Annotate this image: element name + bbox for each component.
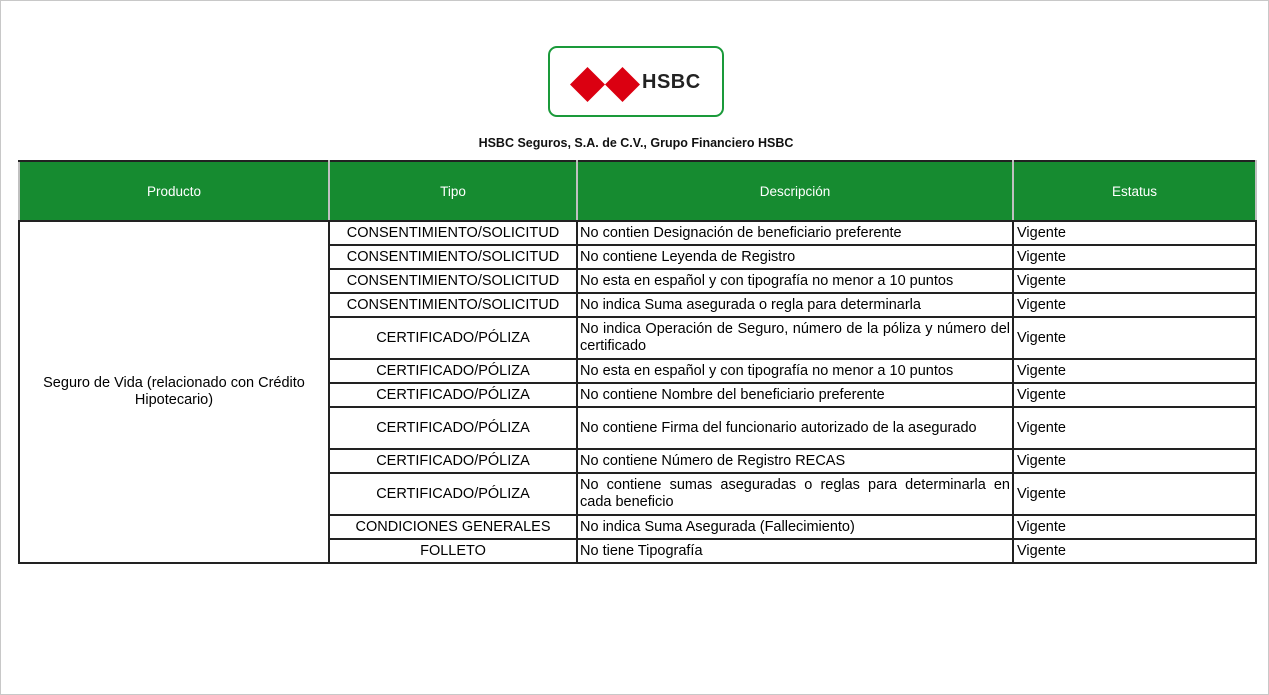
estatus-cell: Vigente — [1013, 245, 1256, 269]
estatus-cell: Vigente — [1013, 515, 1256, 539]
descripcion-cell: No contiene Leyenda de Registro — [577, 245, 1013, 269]
estatus-cell: Vigente — [1013, 473, 1256, 515]
estatus-cell: Vigente — [1013, 449, 1256, 473]
table-header-row — [19, 161, 1256, 221]
descripcion-cell: No indica Suma asegurada o regla para determinarla — [577, 293, 1013, 317]
header-descripcion: Descripción — [577, 161, 1013, 221]
descripcion-cell: No indica Operación de Seguro, número de la póliza y número del certificado — [577, 317, 1013, 359]
descripcion-cell: No contiene sumas aseguradas o reglas para determinarla en cada beneficio — [577, 473, 1013, 515]
descripcion-cell: No contiene Nombre del beneficiario preferente — [577, 383, 1013, 407]
tipo-cell: CONDICIONES GENERALES — [329, 515, 577, 539]
logo-wordmark: HSBC — [642, 71, 701, 93]
producto-cell: Seguro de Vida (relacionado con Crédito Hipotecario) — [19, 221, 329, 563]
tipo-cell: CONSENTIMIENTO/SOLICITUD — [329, 245, 577, 269]
company-name: HSBC Seguros, S.A. de C.V., Grupo Financiero HSBC — [478, 136, 794, 150]
descripcion-cell: No esta en español y con tipografía no menor a 10 puntos — [577, 359, 1013, 383]
header-estatus: Estatus — [1013, 161, 1256, 221]
status-table — [18, 160, 1257, 564]
descripcion-cell: No tiene Tipografía — [577, 539, 1013, 563]
header-tipo: Tipo — [329, 161, 577, 221]
descripcion-cell: No contien Designación de beneficiario preferente — [577, 221, 1013, 245]
tipo-cell: CONSENTIMIENTO/SOLICITUD — [329, 269, 577, 293]
estatus-cell: Vigente — [1013, 269, 1256, 293]
descripcion-cell: No esta en español y con tipografía no menor a 10 puntos — [577, 269, 1013, 293]
descripcion-cell: No indica Suma Asegurada (Fallecimiento) — [577, 515, 1013, 539]
tipo-cell: CERTIFICADO/PÓLIZA — [329, 449, 577, 473]
tipo-cell: CERTIFICADO/PÓLIZA — [329, 317, 577, 359]
tipo-cell: CERTIFICADO/PÓLIZA — [329, 359, 577, 383]
table-row — [19, 221, 1256, 245]
hsbc-logo — [548, 46, 724, 117]
tipo-cell: CERTIFICADO/PÓLIZA — [329, 383, 577, 407]
descripcion-cell: No contiene Firma del funcionario autorizado de la asegurado — [577, 407, 1013, 449]
estatus-cell: Vigente — [1013, 383, 1256, 407]
tipo-cell: FOLLETO — [329, 539, 577, 563]
estatus-cell: Vigente — [1013, 317, 1256, 359]
header-producto: Producto — [19, 161, 329, 221]
estatus-cell: Vigente — [1013, 539, 1256, 563]
descripcion-cell: No contiene Número de Registro RECAS — [577, 449, 1013, 473]
tipo-cell: CERTIFICADO/PÓLIZA — [329, 407, 577, 449]
tipo-cell: CONSENTIMIENTO/SOLICITUD — [329, 221, 577, 245]
tipo-cell: CONSENTIMIENTO/SOLICITUD — [329, 293, 577, 317]
tipo-cell: CERTIFICADO/PÓLIZA — [329, 473, 577, 515]
estatus-cell: Vigente — [1013, 221, 1256, 245]
estatus-cell: Vigente — [1013, 407, 1256, 449]
estatus-cell: Vigente — [1013, 359, 1256, 383]
estatus-cell: Vigente — [1013, 293, 1256, 317]
hsbc-hexagon-logo-icon — [570, 67, 640, 102]
